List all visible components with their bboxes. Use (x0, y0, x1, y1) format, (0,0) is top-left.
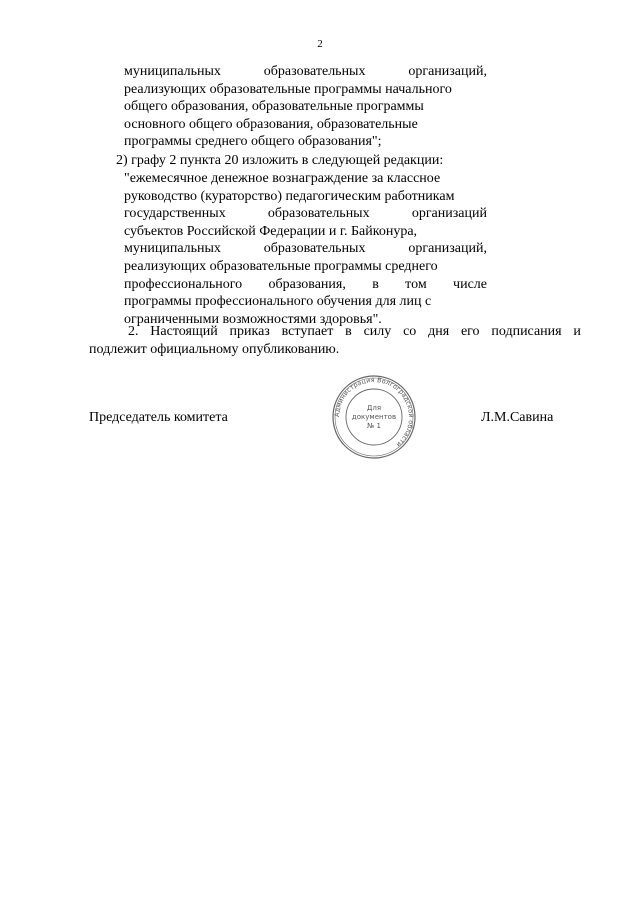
paragraph-2-line-2: подлежит официальному опубликованию. (89, 342, 340, 357)
word: государственных (124, 206, 226, 222)
quote-line: субъектов Российской Федерации и г. Байконура, (124, 223, 418, 239)
quote-line: основного общего образования, образовательные (124, 116, 418, 132)
word: числе (453, 276, 487, 292)
quote-line: реализующих образовательные программы начального (124, 81, 452, 97)
quote-line: программы профессионального обучения для лиц с (124, 294, 432, 310)
signatory-name: Л.М.Савина (481, 410, 554, 425)
word: организаций (411, 206, 487, 222)
word: со (403, 324, 417, 339)
quote-line: реализующих образовательные программы среднего (124, 259, 438, 274)
word: в (372, 276, 379, 292)
quote-line (124, 64, 487, 80)
word: и (573, 324, 581, 339)
quote-line (124, 241, 487, 257)
paragraph-2-line-1 (128, 324, 581, 340)
word: подписания (491, 324, 562, 339)
word: профессионального (124, 276, 243, 292)
official-seal (331, 374, 417, 460)
item-2-text: 2) графу 2 пункта 20 изложить в следующей редакции: (116, 153, 444, 168)
word: приказ (229, 324, 270, 339)
quote-line: общего образования, образовательные программы (124, 99, 424, 115)
word: в (345, 324, 352, 339)
word: муниципальных (124, 64, 221, 79)
quote-line (124, 277, 487, 293)
word: муниципальных (124, 241, 221, 257)
word: образовательных (263, 241, 366, 257)
seal-center-line-3: № 1 (367, 422, 381, 430)
word: Настоящий (150, 324, 218, 339)
word: образовательных (263, 64, 366, 79)
seal-center-line-2: документов (351, 413, 397, 421)
quote-line: ограниченными возможностями здоровья". (124, 311, 382, 327)
word: том (405, 276, 427, 292)
word: образования, (268, 276, 346, 292)
signatory-position: Председатель комитета (89, 410, 228, 425)
word: вступает (281, 324, 334, 339)
page-number: 2 (317, 38, 323, 50)
word: дня (428, 324, 450, 339)
word: 2. (128, 324, 139, 339)
word: его (460, 324, 480, 339)
word: организаций, (408, 241, 487, 257)
word: организаций, (408, 64, 487, 79)
quote-line: руководство (кураторство) педагогическим работникам (124, 188, 455, 204)
seal-center-line-1: Для (366, 404, 382, 412)
seal-ring-text: Администрация Волгоградской области (333, 376, 415, 449)
quote-line: программы среднего общего образования"; (124, 134, 382, 150)
word: образовательных (267, 206, 370, 222)
word: силу (363, 324, 392, 339)
quote-line (124, 206, 487, 222)
quote-line: "ежемесячное денежное вознаграждение за классное (124, 171, 441, 186)
